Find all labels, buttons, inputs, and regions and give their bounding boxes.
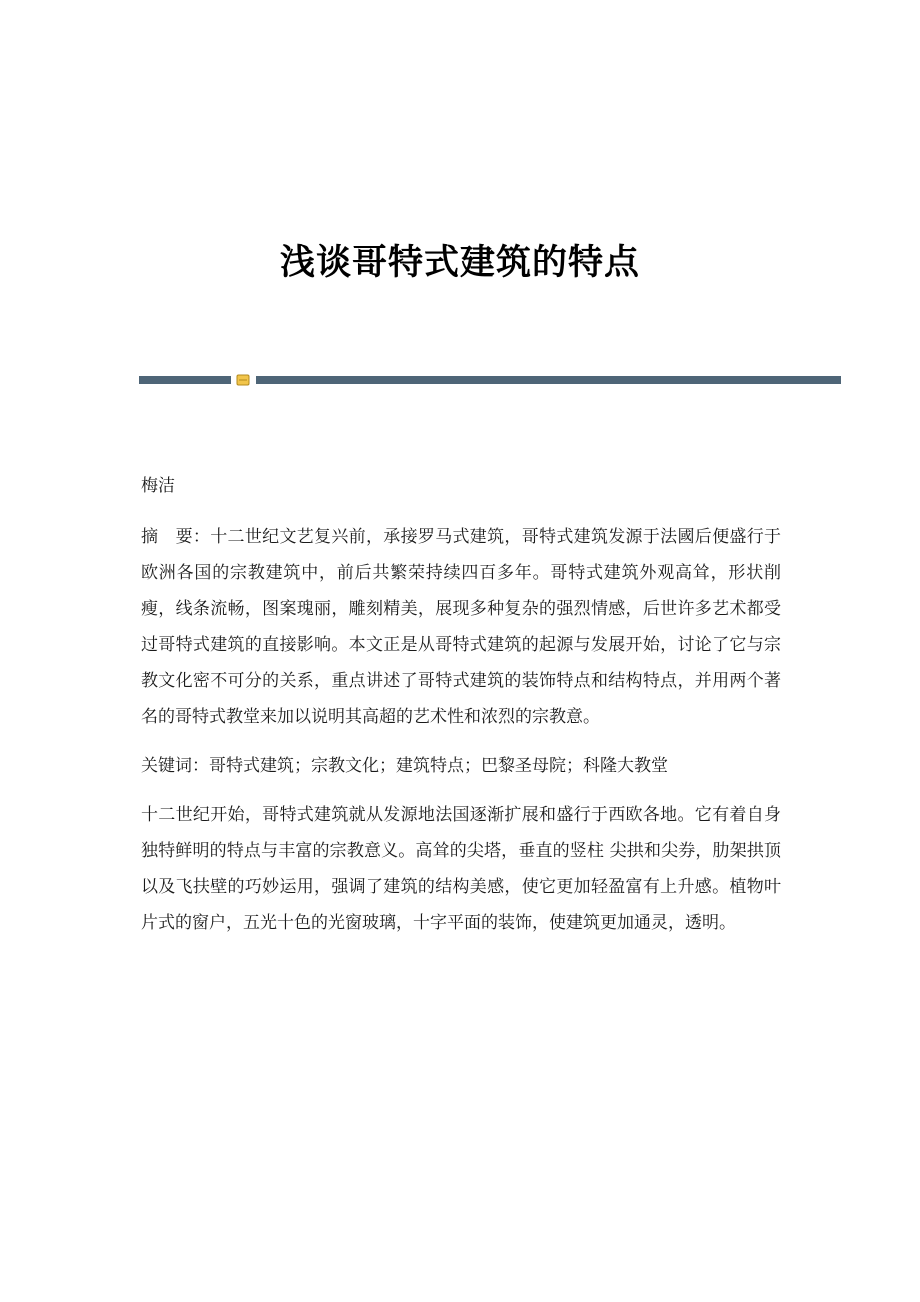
abstract-paragraph: 摘 要：十二世纪文艺复兴前，承接罗马式建筑，哥特式建筑发源于法國后便盛行于欧洲各国的宗教建筑中，前后共繁荣持续四百多年。哥特式建筑外观高耸，形状削瘦，线条流畅，图案瑰丽，雕刻精美，展现多种复杂的强烈情感，后世许多艺术都受过哥特式建筑的直接影响。本文正是从哥特式建筑的起源与发展开始，讨论了它与宗教文化密不可分的关系，重点讲述了哥特式建筑的装饰特点和结构特点，并用两个著名的哥特式教堂来加以说明其高超的艺术性和浓烈的宗教意。 [141, 527, 781, 727]
divider-bar-left [139, 376, 231, 384]
page-title: 浅谈哥特式建筑的特点 [279, 242, 640, 284]
body-paragraph: 十二世纪开始，哥特式建筑就从发源地法国逐渐扩展和盛行于西欧各地。它有着自身独特鲜明的特点与丰富的宗教意义。高耸的尖塔，垂直的竖柱 尖拱和尖券，肋架拱顶以及飞扶壁的巧妙运用，强调了建筑的结构美感，使它更加轻盈富有上升感。植物叶片式的窗户，五光十色的光窗玻璃，十字平面的装饰，使建筑更加通灵，透明。 [141, 805, 781, 933]
keywords-line: 关键词：哥特式建筑；宗教文化；建筑特点；巴黎圣母院；科隆大教堂 [141, 756, 668, 776]
author-name: 梅洁 [141, 476, 175, 496]
title-divider [139, 372, 841, 388]
divider-bar-right [256, 376, 841, 384]
document-body [141, 468, 781, 941]
gold-ornament-icon [236, 374, 250, 386]
